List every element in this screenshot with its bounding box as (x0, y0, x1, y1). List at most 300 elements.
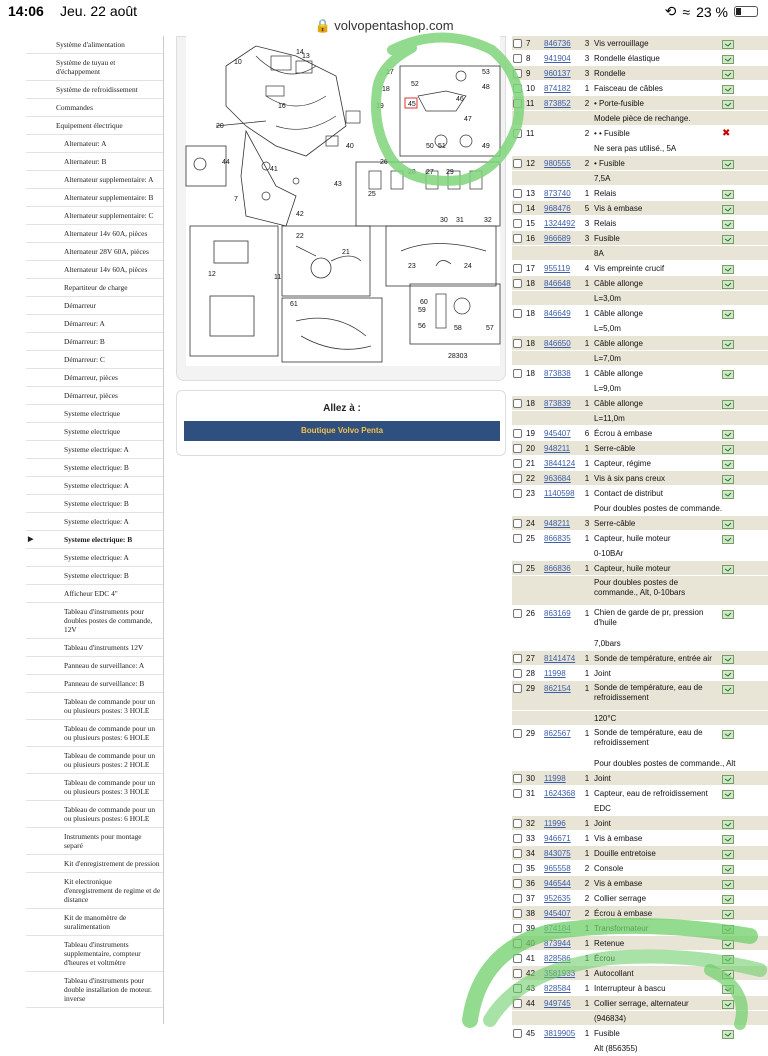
sidebar-item[interactable] (26, 747, 163, 774)
part-position: 10 (526, 84, 535, 93)
part-number[interactable]: 828584 (544, 984, 571, 993)
add-to-cart-icon[interactable] (722, 999, 734, 1008)
sidebar-item-label: Tableau d'instruments supplementaire, compteur d'heures et voltmètre (64, 940, 141, 967)
sidebar-item[interactable] (26, 405, 163, 423)
diagram-callout: 31 (456, 217, 464, 224)
sidebar-item[interactable] (26, 441, 163, 459)
part-row (512, 96, 768, 111)
part-quantity: 1 (584, 954, 590, 963)
sidebar-item[interactable] (26, 639, 163, 657)
part-number[interactable]: 963684 (544, 474, 571, 483)
sidebar-item[interactable] (26, 369, 163, 387)
sidebar-item[interactable] (26, 135, 163, 153)
add-to-cart-icon[interactable] (722, 534, 734, 543)
part-checkbox[interactable] (513, 159, 522, 168)
diagram-callout: 21 (342, 249, 350, 256)
part-note-row (512, 576, 768, 606)
sidebar-item[interactable] (26, 459, 163, 477)
part-checkbox[interactable] (513, 984, 522, 993)
part-description: Capteur, eau de refroidissement (594, 789, 708, 798)
sidebar-item[interactable] (26, 261, 163, 279)
part-description: Capteur, huile moteur (594, 534, 671, 543)
part-number[interactable]: 846650 (544, 339, 571, 348)
part-quantity: 1 (584, 684, 590, 693)
part-checkbox[interactable] (513, 459, 522, 468)
sidebar-item[interactable] (26, 774, 163, 801)
part-checkbox[interactable] (513, 834, 522, 843)
part-number[interactable]: 948211 (544, 519, 571, 528)
diagram-callout: 47 (464, 116, 472, 123)
part-quantity: 1 (584, 609, 590, 618)
part-description: 8A (594, 249, 604, 258)
diagram-callout: 43 (334, 181, 342, 188)
part-number[interactable]: 3819905 (544, 1029, 576, 1038)
part-number[interactable]: 949745 (544, 999, 571, 1008)
part-number[interactable]: 874184 (544, 924, 571, 933)
part-checkbox[interactable] (513, 789, 522, 798)
sidebar-item[interactable] (26, 153, 163, 171)
part-number[interactable]: 863169 (544, 609, 571, 618)
part-number[interactable]: 846736 (544, 39, 571, 48)
part-number[interactable]: 873839 (544, 399, 571, 408)
part-checkbox[interactable] (513, 474, 522, 483)
add-to-cart-icon[interactable] (722, 489, 734, 498)
sidebar-item[interactable] (26, 54, 163, 81)
part-number[interactable]: 3844124 (544, 459, 576, 468)
part-position: 11 (526, 129, 535, 138)
add-to-cart-icon[interactable] (722, 84, 734, 93)
part-checkbox[interactable] (513, 519, 522, 528)
sidebar-item[interactable] (26, 657, 163, 675)
part-description: Câble allonge (594, 279, 643, 288)
sidebar-item[interactable] (26, 972, 163, 1008)
sidebar-item-label: Alternateur 28V 60A, pièces (64, 247, 149, 256)
sidebar-item[interactable] (26, 207, 163, 225)
part-number[interactable]: 862567 (544, 729, 571, 738)
part-row (512, 486, 768, 501)
part-description: Autocollant (594, 969, 634, 978)
add-to-cart-icon[interactable] (722, 429, 734, 438)
add-to-cart-icon[interactable] (722, 819, 734, 828)
sidebar-item[interactable] (26, 549, 163, 567)
add-to-cart-icon[interactable] (722, 309, 734, 318)
add-to-cart-icon[interactable] (722, 954, 734, 963)
add-to-cart-icon[interactable] (722, 234, 734, 243)
sidebar-item[interactable] (26, 801, 163, 828)
add-to-cart-icon[interactable] (722, 39, 734, 48)
part-number[interactable]: 945407 (544, 909, 571, 918)
part-number[interactable]: 1624368 (544, 789, 576, 798)
add-to-cart-icon[interactable] (722, 204, 734, 213)
part-number[interactable]: 960137 (544, 69, 571, 78)
add-to-cart-icon[interactable] (722, 1029, 734, 1038)
sidebar-item-label: Systeme electrique (64, 409, 121, 418)
part-description: Serre-câble (594, 519, 636, 528)
add-to-cart-icon[interactable] (722, 669, 734, 678)
sidebar-item-label: Systeme electrique (64, 427, 121, 436)
add-to-cart-icon[interactable] (722, 159, 734, 168)
part-description: Vis à embase (594, 204, 643, 213)
sidebar-item[interactable] (26, 243, 163, 261)
add-to-cart-icon[interactable] (722, 189, 734, 198)
part-checkbox[interactable] (513, 339, 522, 348)
part-number[interactable]: 968476 (544, 204, 571, 213)
part-description: Fusible (594, 1029, 620, 1038)
part-row (512, 516, 768, 531)
part-checkbox[interactable] (513, 879, 522, 888)
part-number[interactable]: 955119 (544, 264, 571, 273)
part-row (512, 456, 768, 471)
part-checkbox[interactable] (513, 564, 522, 573)
part-position: 32 (526, 819, 535, 828)
sidebar-item[interactable] (26, 36, 163, 54)
diagram-callout: 50 (426, 143, 434, 150)
add-to-cart-icon[interactable] (722, 279, 734, 288)
part-checkbox[interactable] (513, 684, 522, 693)
add-to-cart-icon[interactable] (722, 399, 734, 408)
sidebar-item[interactable] (26, 117, 163, 135)
add-to-cart-icon[interactable] (722, 369, 734, 378)
part-number[interactable]: 846649 (544, 309, 571, 318)
part-number[interactable]: 980555 (544, 159, 571, 168)
part-checkbox[interactable] (513, 909, 522, 918)
part-checkbox[interactable] (513, 669, 522, 678)
part-checkbox[interactable] (513, 39, 522, 48)
part-checkbox[interactable] (513, 444, 522, 453)
sidebar-item-label: Alternateur supplementaire: A (64, 175, 154, 184)
sidebar-item[interactable] (26, 315, 163, 333)
add-to-cart-icon[interactable] (722, 99, 734, 108)
part-number[interactable]: 866836 (544, 564, 571, 573)
part-checkbox[interactable] (513, 189, 522, 198)
part-checkbox[interactable] (513, 924, 522, 933)
diagram-callout: 32 (484, 217, 492, 224)
part-description: Capteur, régime (594, 459, 651, 468)
part-checkbox[interactable] (513, 219, 522, 228)
part-number[interactable]: 952635 (544, 894, 571, 903)
part-checkbox[interactable] (513, 969, 522, 978)
part-description: Transformateur (594, 924, 649, 933)
part-number[interactable]: 828586 (544, 954, 571, 963)
add-to-cart-icon[interactable] (722, 609, 734, 618)
part-quantity: 3 (584, 69, 590, 78)
sidebar-item[interactable] (26, 936, 163, 972)
part-number[interactable]: 11996 (544, 819, 566, 828)
part-checkbox[interactable] (513, 369, 522, 378)
add-to-cart-icon[interactable] (722, 894, 734, 903)
add-to-cart-icon[interactable] (722, 54, 734, 63)
part-row (512, 936, 768, 951)
sidebar-item-label: Alternateur 14v 60A, pièces (64, 265, 148, 274)
part-checkbox[interactable] (513, 849, 522, 858)
part-position: 27 (526, 654, 535, 663)
sidebar-item[interactable] (26, 855, 163, 873)
diagram-callout: 30 (440, 217, 448, 224)
part-number[interactable]: 11998 (544, 774, 566, 783)
part-checkbox[interactable] (513, 999, 522, 1008)
sidebar-item[interactable] (26, 99, 163, 117)
part-position: 25 (526, 534, 535, 543)
goto-title: Allez à : (323, 403, 361, 414)
url-bar[interactable] (0, 18, 768, 34)
part-row (512, 81, 768, 96)
part-number[interactable]: 945407 (544, 429, 571, 438)
part-number[interactable]: 1324492 (544, 219, 576, 228)
part-checkbox[interactable] (513, 819, 522, 828)
part-row (512, 561, 768, 576)
part-number[interactable]: 948211 (544, 444, 571, 453)
part-description: Capteur, huile moteur (594, 564, 671, 573)
sidebar-item-label: Démarreur: C (64, 355, 105, 364)
shop-button[interactable]: Boutique Volvo Penta (184, 421, 500, 441)
diagram-callout: 52 (411, 81, 419, 88)
sidebar-item[interactable] (26, 297, 163, 315)
part-number[interactable]: 874182 (544, 84, 571, 93)
add-to-cart-icon[interactable] (722, 729, 734, 738)
part-description: Câble allonge (594, 369, 643, 378)
part-checkbox[interactable] (513, 99, 522, 108)
diagram-callout: 46 (456, 96, 464, 103)
sidebar-item[interactable] (26, 693, 163, 720)
diagram-callout: 59 (418, 307, 426, 314)
part-number[interactable]: 862154 (544, 684, 571, 693)
diagram-callout: 22 (296, 233, 304, 240)
part-number[interactable]: 873944 (544, 939, 571, 948)
add-to-cart-icon[interactable] (722, 219, 734, 228)
part-number[interactable]: 843075 (544, 849, 571, 858)
part-description: Modele pièce de rechange. (594, 114, 691, 123)
add-to-cart-icon[interactable] (722, 939, 734, 948)
part-number[interactable]: 866835 (544, 534, 571, 543)
add-to-cart-icon[interactable] (722, 339, 734, 348)
sidebar-item[interactable] (26, 81, 163, 99)
add-to-cart-icon[interactable] (722, 684, 734, 693)
part-number[interactable]: 941904 (544, 54, 571, 63)
sidebar-item-label: Alternateur: A (64, 139, 107, 148)
diagram-callout: 12 (208, 271, 216, 278)
add-to-cart-icon[interactable] (722, 924, 734, 933)
add-to-cart-icon[interactable] (722, 774, 734, 783)
sidebar-item[interactable] (26, 351, 163, 369)
part-position: 41 (526, 954, 535, 963)
part-number[interactable]: 873740 (544, 189, 571, 198)
part-position: 45 (526, 1029, 535, 1038)
part-quantity: 3 (584, 519, 590, 528)
sidebar-item-label: Système d'alimentation (56, 40, 125, 49)
sidebar-item[interactable] (26, 909, 163, 936)
part-checkbox[interactable] (513, 69, 522, 78)
sidebar-item-label: Tableau de commande pour un ou plusieurs postes: 2 HOLE (64, 751, 156, 769)
part-note-row (512, 141, 768, 156)
part-description: Pour doubles postes de commande., Alt, 0-10bars (594, 578, 686, 597)
part-number[interactable]: 3581933 (544, 969, 576, 978)
orientation-lock-icon: ⟲ (664, 3, 677, 19)
part-row (512, 726, 768, 756)
part-checkbox[interactable] (513, 1029, 522, 1038)
part-description: Contact de distribut (594, 489, 663, 498)
part-row (512, 396, 768, 411)
sidebar-item[interactable] (26, 585, 163, 603)
part-checkbox[interactable] (513, 279, 522, 288)
part-checkbox[interactable] (513, 129, 522, 138)
part-checkbox[interactable] (513, 774, 522, 783)
part-quantity: 1 (584, 474, 590, 483)
part-quantity: 6 (584, 429, 590, 438)
add-to-cart-icon[interactable] (722, 444, 734, 453)
part-checkbox[interactable] (513, 939, 522, 948)
add-to-cart-icon[interactable] (722, 879, 734, 888)
add-to-cart-icon[interactable] (722, 984, 734, 993)
add-to-cart-icon[interactable] (722, 969, 734, 978)
part-description: L=5,0m (594, 324, 621, 333)
diagram-callout: 44 (222, 159, 230, 166)
part-number[interactable]: 946544 (544, 879, 571, 888)
part-quantity: 2 (584, 129, 590, 138)
part-number[interactable]: 846648 (544, 279, 571, 288)
part-row (512, 306, 768, 321)
part-checkbox[interactable] (513, 204, 522, 213)
part-quantity: 1 (584, 789, 590, 798)
sidebar-item[interactable] (26, 279, 163, 297)
part-number[interactable]: 1140598 (544, 489, 575, 498)
part-description: Douille entretoise (594, 849, 656, 858)
sidebar-item[interactable] (26, 333, 163, 351)
part-note-row (512, 501, 768, 516)
part-checkbox[interactable] (513, 54, 522, 63)
sidebar-item[interactable] (26, 189, 163, 207)
part-quantity: 1 (584, 654, 590, 663)
sidebar-item[interactable] (26, 828, 163, 855)
sidebar-item[interactable] (26, 171, 163, 189)
sidebar-item-label: Panneau de surveillance: A (64, 661, 145, 670)
sidebar-item[interactable] (26, 603, 163, 639)
sidebar-item[interactable] (26, 387, 163, 405)
part-position: 18 (526, 399, 535, 408)
battery-percent: 23 % (696, 3, 728, 20)
add-to-cart-icon[interactable] (722, 834, 734, 843)
diagram-callout: 19 (376, 103, 384, 110)
diagram-callout: 11 (274, 274, 282, 281)
part-position: 18 (526, 279, 535, 288)
sidebar-item-label: Kit electronique d'enregistrement de regime et de distance (64, 877, 161, 904)
part-description: Câble allonge (594, 399, 643, 408)
part-checkbox[interactable] (513, 894, 522, 903)
part-row (512, 771, 768, 786)
part-description: L=7,0m (594, 354, 621, 363)
diagram-callout: 18 (382, 86, 390, 93)
add-to-cart-icon[interactable] (722, 654, 734, 663)
part-quantity: 1 (584, 489, 590, 498)
add-to-cart-icon[interactable] (722, 474, 734, 483)
part-checkbox[interactable] (513, 609, 522, 618)
part-number[interactable]: 873852 (544, 99, 571, 108)
sidebar-item[interactable] (26, 675, 163, 693)
sidebar-item[interactable] (26, 513, 163, 531)
part-quantity: 2 (584, 864, 590, 873)
part-checkbox[interactable] (513, 234, 522, 243)
sidebar-item-label: Alternateur supplementaire: B (64, 193, 154, 202)
part-number[interactable]: 946671 (544, 834, 571, 843)
part-row (512, 966, 768, 981)
part-number[interactable]: 11998 (544, 669, 566, 678)
part-position: 37 (526, 894, 535, 903)
part-description: Relais (594, 219, 617, 228)
part-number[interactable]: 873838 (544, 369, 571, 378)
sidebar-item[interactable] (26, 567, 163, 585)
part-checkbox[interactable] (513, 264, 522, 273)
part-checkbox[interactable] (513, 309, 522, 318)
part-note-row (512, 546, 768, 561)
part-description: 7,5A (594, 174, 611, 183)
part-number[interactable]: 965558 (544, 864, 571, 873)
diagram-callout: 14 (296, 49, 304, 56)
sidebar-item[interactable] (26, 531, 163, 549)
part-checkbox[interactable] (513, 654, 522, 663)
sidebar-item-label: Systeme electrique: B (64, 463, 129, 472)
part-checkbox[interactable] (513, 399, 522, 408)
part-quantity: 3 (584, 219, 590, 228)
part-quantity: 1 (584, 939, 590, 948)
part-quantity: 1 (584, 819, 590, 828)
sidebar-item[interactable] (26, 873, 163, 909)
part-checkbox[interactable] (513, 84, 522, 93)
add-to-cart-icon[interactable] (722, 909, 734, 918)
part-description: Sonde de température, eau de refroidissement (594, 728, 703, 747)
part-row (512, 876, 768, 891)
part-description: L=9,0m (594, 384, 621, 393)
part-description: Interrupteur à bascu (594, 984, 666, 993)
add-to-cart-icon[interactable] (722, 69, 734, 78)
part-position: 40 (526, 939, 535, 948)
sidebar-item-label: Système de refroidissement (56, 85, 138, 94)
part-checkbox[interactable] (513, 534, 522, 543)
sidebar-item[interactable] (26, 720, 163, 747)
part-checkbox[interactable] (513, 864, 522, 873)
add-to-cart-icon[interactable] (722, 789, 734, 798)
diagram-callout: 10 (234, 59, 242, 66)
part-note-row (512, 351, 768, 366)
part-description: Écrou à embase (594, 909, 653, 918)
sidebar-item-label: Systeme electrique: B (64, 571, 129, 580)
part-quantity: 1 (584, 999, 590, 1008)
sidebar-item[interactable] (26, 423, 163, 441)
add-to-cart-icon[interactable] (722, 459, 734, 468)
sidebar-item[interactable] (26, 477, 163, 495)
diagram-callout: 27 (426, 169, 434, 176)
add-to-cart-icon[interactable] (722, 264, 734, 273)
part-row (512, 471, 768, 486)
part-description: Écrou à embase (594, 429, 653, 438)
part-checkbox[interactable] (513, 729, 522, 738)
part-description: Vis à six pans creux (594, 474, 665, 483)
part-checkbox[interactable] (513, 429, 522, 438)
sidebar-item[interactable] (26, 225, 163, 243)
part-number[interactable]: 8141474 (544, 654, 576, 663)
part-position: 30 (526, 774, 535, 783)
part-checkbox[interactable] (513, 954, 522, 963)
add-to-cart-icon[interactable] (722, 564, 734, 573)
part-row (512, 786, 768, 801)
sidebar-item-label: Démarreur, pièces (64, 373, 118, 382)
add-to-cart-icon[interactable] (722, 849, 734, 858)
part-description: 7,0bars (594, 639, 621, 648)
part-checkbox[interactable] (513, 489, 522, 498)
part-number[interactable]: 966689 (544, 234, 571, 243)
sidebar-item[interactable] (26, 495, 163, 513)
part-row (512, 426, 768, 441)
add-to-cart-icon[interactable] (722, 519, 734, 528)
add-to-cart-icon[interactable] (722, 864, 734, 873)
